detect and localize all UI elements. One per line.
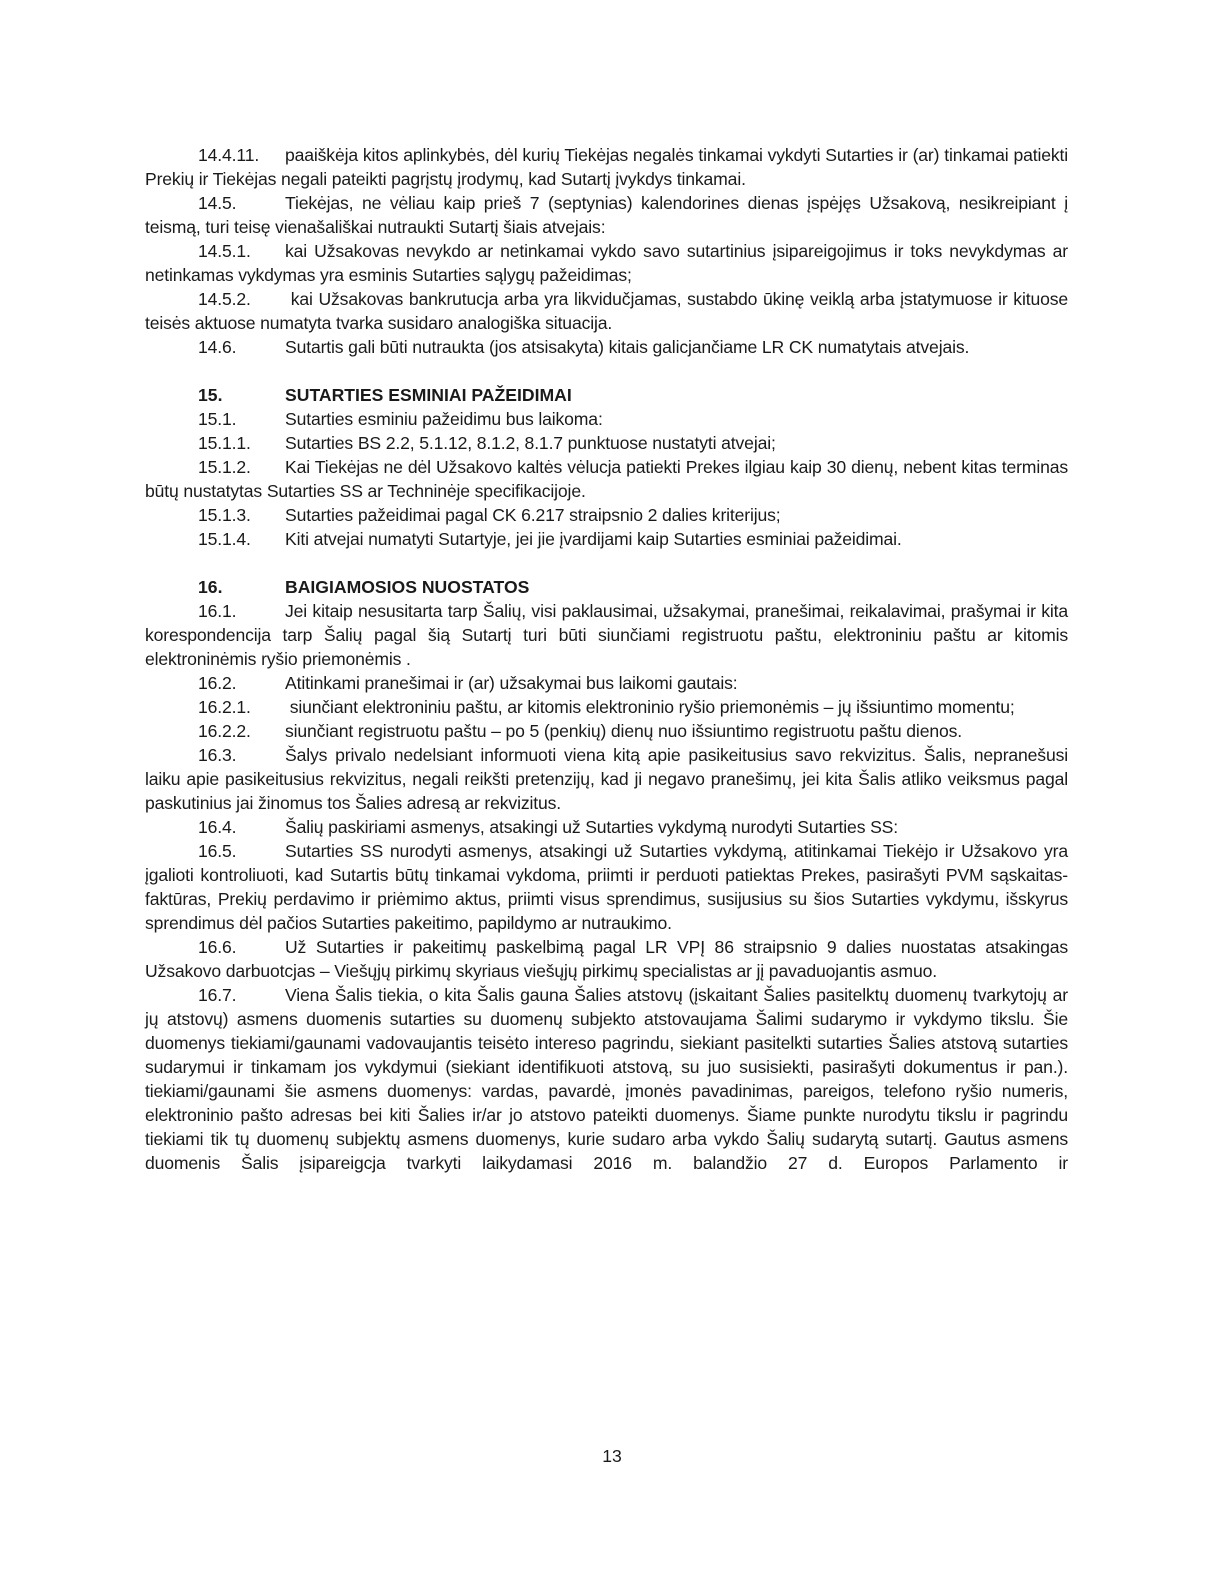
clause-number: 16.2.2. xyxy=(198,721,251,741)
section-number: 15. xyxy=(198,385,223,405)
clause xyxy=(145,815,1068,839)
clause-number: 14.5.2. xyxy=(198,289,251,309)
clause-number: 16.2.1. xyxy=(198,697,251,717)
clause-text: kai Užsakovas nevykdo ar netinkamai vykdo savo sutartinius įsipareigojimus ir toks nevykdymas ar netinkamas vykdymas yra esminis Sutarties sąlygų pažeidimas; xyxy=(145,241,1068,285)
clause-number: 14.5. xyxy=(198,193,237,213)
clause-text: Viena Šalis tiekia, o kita Šalis gauna Šalies atstovų (įskaitant Šalies pasitelktų duomenų tvarkytojų ar jų atstovų) asmens duomenis sutarties su duomenų subjekto atstovaujama Šalimi sudarymo ir vykdymo tikslu. Šie duomenys tiekiami/gaunami vadovaujantis teisėto intereso pagrindu, siekiant pasitelkti sutarties Šalies atstovą sutarties sudarymui ir tinkamam jos vykdymui (siekiant identifikuoti atstovą, su juo susisiekti, pasirašyti dokumentus ir pan.). tiekiami/gaunami šie asmens duomenys: vardas, pavardė, įmonės pavadinimas, pareigos, telefono ryšio numeris, elektroninio pašto adresas bei kiti Šalies ir/ar jo atstovo pateikti duomenys. Šiame punkte nurodytu tikslu ir pagrindu tiekiami tik tų duomenų subjektų asmens duomenys, kurie sudaro arba vykdo Šalių sudarytą sutartį. Gautus asmens duomenis Šalis įsipareigcja tvarkyti laikydamasi 2016 m. balandžio 27 d. Europos Parlamento ir xyxy=(145,985,1068,1173)
clause xyxy=(145,527,1068,551)
clause-text: Sutarties SS nurodyti asmenys, atsakingi už Sutarties vykdymą, atitinkamai Tiekėjo ir Užsakovo yra įgalioti kontroliuoti, kad Sutartis būtų tinkamai vykdoma, priimti ir perduoti patiektas Prekes, pasirašyti PVM sąskaitas-faktūras, Prekių perdavimo ir priėmimo aktus, priimti visus sprendimus, susijusius su šios Sutarties vykdymu, išskyrus sprendimus dėl pačios Sutarties pakeitimo, papildymo ar nutraukimo. xyxy=(145,841,1068,933)
clause-text: Kai Tiekėjas ne dėl Užsakovo kaltės vėlucja patiekti Prekes ilgiau kaip 30 dienų, nebent kitas terminas būtų nustatytas Sutarties SS ar Techninėje specifikacijoje. xyxy=(145,457,1068,501)
clause-number: 15.1.3. xyxy=(198,505,251,525)
clause-number: 15.1.4. xyxy=(198,529,251,549)
clause xyxy=(145,191,1068,239)
clause xyxy=(145,983,1068,1175)
section-15 xyxy=(145,383,1068,551)
clause-number: 15.1.2. xyxy=(198,457,251,477)
clause-number: 16.2. xyxy=(198,673,237,693)
clause-number: 16.5. xyxy=(198,841,237,861)
clause-number: 14.4.11. xyxy=(198,145,260,165)
section-heading xyxy=(145,575,1068,599)
clause-text: Sutarties esminiu pažeidimu bus laikoma: xyxy=(285,409,603,429)
clause-text: paaiškėja kitos aplinkybės, dėl kurių Tiekėjas negalės tinkamai vykdyti Sutarties ir (ar) tinkamai patiekti Prekių ir Tiekėjas negali pateikti pagrįstų įrodymų, kad Sutartį įvykdys tinkamai. xyxy=(145,145,1068,189)
clause-text: Už Sutarties ir pakeitimų paskelbimą pagal LR VPĮ 86 straipsnio 9 dalies nuostatas atsakingas Užsakovo darbuotcjas – Viešųjų pirkimų skyriaus viešųjų pirkimų specialistas ar jį pavaduojantis asmuo. xyxy=(145,937,1068,981)
clause xyxy=(145,407,1068,431)
clause xyxy=(145,455,1068,503)
clause-text: siunčiant registruotu paštu – po 5 (penkių) dienų nuo išsiuntimo registruotu paštu dienos. xyxy=(285,721,962,741)
clause-text: Tiekėjas, ne vėliau kaip prieš 7 (septynias) kalendorines dienas įspėjęs Užsakovą, nesikreipiant į teismą, turi teisę vienašališkai nutraukti Sutartį šiais atvejais: xyxy=(145,193,1068,237)
clause-number: 15.1.1. xyxy=(198,433,251,453)
clause xyxy=(145,431,1068,455)
section-title: BAIGIAMOSIOS NUOSTATOS xyxy=(285,577,530,597)
clause-text: Sutartis gali būti nutraukta (jos atsisakyta) kitais galicjančiame LR CK numatytais atvejais. xyxy=(285,337,970,357)
clause-number: 14.5.1. xyxy=(198,241,251,261)
clause xyxy=(145,239,1068,287)
clause-number: 16.7. xyxy=(198,985,237,1005)
clause-text: Jei kitaip nesusitarta tarp Šalių, visi paklausimai, užsakymai, pranešimai, reikalavimai, prašymai ir kita korespondencija tarp Šalių pagal šią Sutartį turi būti siunčiami registruotu paštu, elektroniniu paštu ar kitomis elektroninėmis ryšio priemonėmis . xyxy=(145,601,1068,669)
clause xyxy=(145,839,1068,935)
page-number: 13 xyxy=(602,1446,622,1466)
clause-text: Sutarties BS 2.2, 5.1.12, 8.1.2, 8.1.7 punktuose nustatyti atvejai; xyxy=(285,433,776,453)
clause xyxy=(145,695,1068,719)
clause-number: 16.3. xyxy=(198,745,237,765)
section-16 xyxy=(145,575,1068,1175)
clause-text: Sutarties pažeidimai pagal CK 6.217 straipsnio 2 dalies kriterijus; xyxy=(285,505,781,525)
clause xyxy=(145,287,1068,335)
section-number: 16. xyxy=(198,577,223,597)
clause xyxy=(145,743,1068,815)
clause-text: siunčiant elektroniniu paštu, ar kitomis elektroninio ryšio priemonėmis – jų išsiuntimo momentu; xyxy=(285,697,1015,717)
clause xyxy=(145,719,1068,743)
clause-text: Kiti atvejai numatyti Sutartyje, jei jie įvardijami kaip Sutarties esminiai pažeidimai. xyxy=(285,529,902,549)
clause xyxy=(145,143,1068,191)
clause xyxy=(145,599,1068,671)
section-heading xyxy=(145,383,1068,407)
clause-text: kai Užsakovas bankrutucja arba yra likvidučjamas, sustabdo ūkinę veiklą arba įstatymuose ir kituose teisės aktuose numatyta tvarka susidaro analogiška situacija. xyxy=(145,289,1068,333)
section-title: SUTARTIES ESMINIAI PAŽEIDIMAI xyxy=(285,385,572,405)
document-page xyxy=(145,143,1068,1175)
clause-number: 14.6. xyxy=(198,337,237,357)
clause-number: 16.1. xyxy=(198,601,237,621)
clause xyxy=(145,935,1068,983)
clause xyxy=(145,503,1068,527)
clause-number: 16.4. xyxy=(198,817,237,837)
clause-number: 16.6. xyxy=(198,937,237,957)
clause-number: 15.1. xyxy=(198,409,237,429)
clause-text: Šalys privalo nedelsiant informuoti viena kitą apie pasikeitusius savo rekvizitus. Šalis, nepranešusi laiku apie pasikeitusius rekvizitus, negali reikšti pretenzijų, kad ji negavo pranešimų, jei kita Šalis atliko veiksmus pagal paskutinius jai žinomus tos Šalies adresą ar rekvizitus. xyxy=(145,745,1068,813)
clause xyxy=(145,335,1068,359)
clause-text: Atitinkami pranešimai ir (ar) užsakymai bus laikomi gautais: xyxy=(285,673,738,693)
clause-text: Šalių paskiriami asmenys, atsakingi už Sutarties vykdymą nurodyti Sutarties SS: xyxy=(285,817,898,837)
clause xyxy=(145,671,1068,695)
section-14-continued xyxy=(145,143,1068,359)
